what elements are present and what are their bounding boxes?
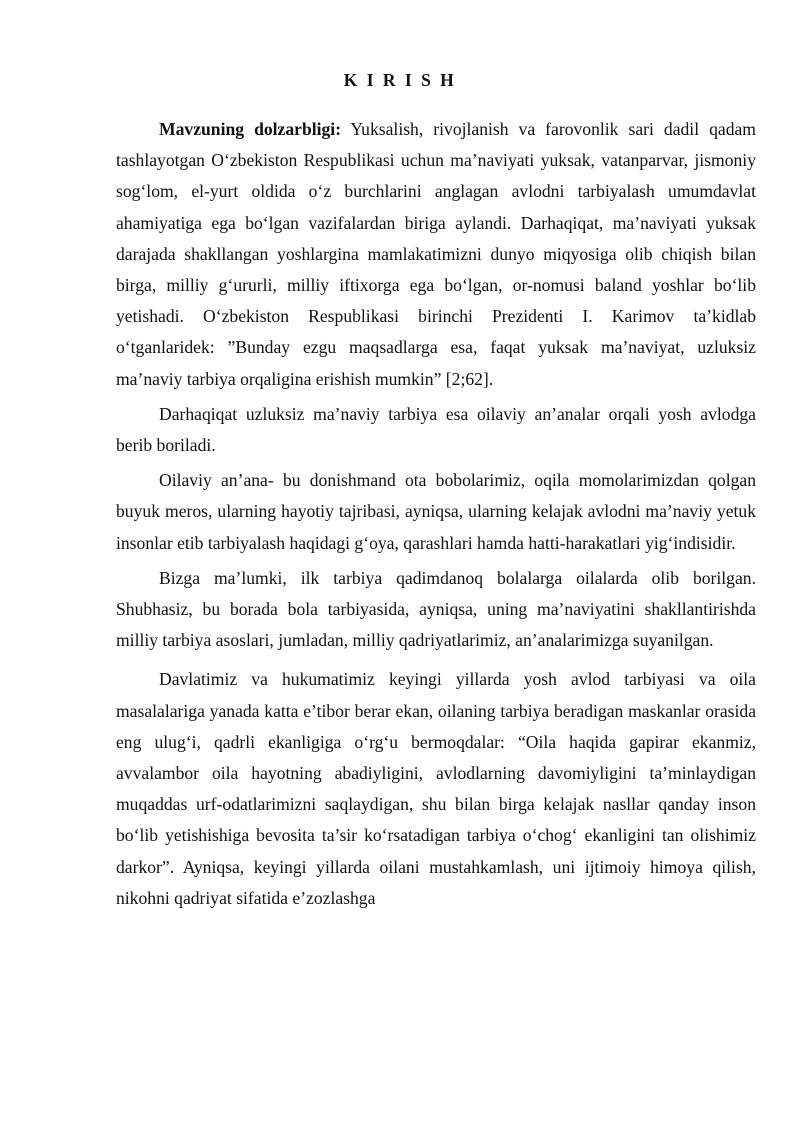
- paragraph: [116, 399, 756, 461]
- paragraph: [116, 465, 756, 559]
- paragraph-lead: Mavzuning dolzarbligi:: [159, 119, 342, 139]
- paragraph-text: Davlatimiz va hukumatimiz keyingi yillarda yosh avlod tarbiyasi va oila masalalariga yanada katta e’tibor berar ekan, oilaning tarbiya beradigan maskanlar orasida eng ulug‘i, qadrli ekanligiga o‘rg‘u bermoqdalar: “Oila haqida gapirar ekanmiz, avvalambor oila hayotning abadiyligini, avlodlarning davomiyligini ta’minlaydigan muqaddas urf-odatlarimizni saqlaydigan, shu bilan birga kelajak nasllar qanday inson bo‘lib yetishishiga bevosita ta’sir ko‘rsatadigan tarbiya o‘chog‘ ekanligini tan olishimiz darkor”. Ayniqsa, keyingi yillarda oilani mustahkamlash, uni ijtimoiy himoya qilish, nikohni qadriyat sifatida e’zozlashga: [116, 669, 756, 908]
- page-title: K I R I S H: [343, 70, 457, 90]
- paragraph: [116, 563, 756, 657]
- paragraph-text: Bizga ma’lumki, ilk tarbiya qadimdanoq bolalarga oilalarda olib borilgan. Shubhasiz, bu borada bola tarbiyasida, ayniqsa, uning ma’naviyatini shakllantirishda milliy tarbiya asoslari, jumladan, milliy qadriyatlarimiz, an’analarimizga suyanilgan.: [116, 567, 756, 651]
- paragraph-relevance: [116, 114, 756, 395]
- document-body: [116, 114, 756, 914]
- paragraph: [116, 664, 756, 914]
- paragraph-text: Darhaqiqat uzluksiz ma’naviy tarbiya esa oilaviy an’analar orqali yosh avlodga berib boriladi.: [116, 403, 756, 456]
- paragraph-text: Oilaviy an’ana- bu donishmand ota bobolarimiz, oqila momolarimizdan qolgan buyuk meros, ularning hayotiy tajribasi, ayniqsa, ularning kelajak avlodni ma’naviy yetuk insonlar etib tarbiyalash haqidagi g‘oya, qarashlari hamda hatti-harakatlari yig‘indisidir.: [116, 470, 756, 553]
- paragraph-text: Yuksalish, rivojlanish va farovonlik sari dadil qadam tashlayotgan O‘zbekiston Respublikasi uchun ma’naviyati yuksak, vatanparvar, jismoniy sog‘lom, el-yurt oldida o‘z burchlarini anglagan avlodni tarbiyalash umumdavlat ahamiyatiga ega bo‘lgan vazifalardan biriga aylandi. Darhaqiqat, ma’naviyati yuksak darajada shakllangan yoshlargina mamlakatimizni dunyo miqyosiga olib chiqish bilan birga, milliy g‘ururli, milliy iftixorga ega bo‘lgan, or-nomusi baland yoshlar bo‘lib yetishadi. O‘zbekiston Respublikasi birinchi Prezidenti I. Karimov ta’kidlab o‘tganlaridek: ”Bunday ezgu maqsadlarga esa, faqat yuksak ma’naviyat, uzluksiz ma’naviy tarbiya orqaligina erishish mumkin” [2;62].: [116, 119, 756, 389]
